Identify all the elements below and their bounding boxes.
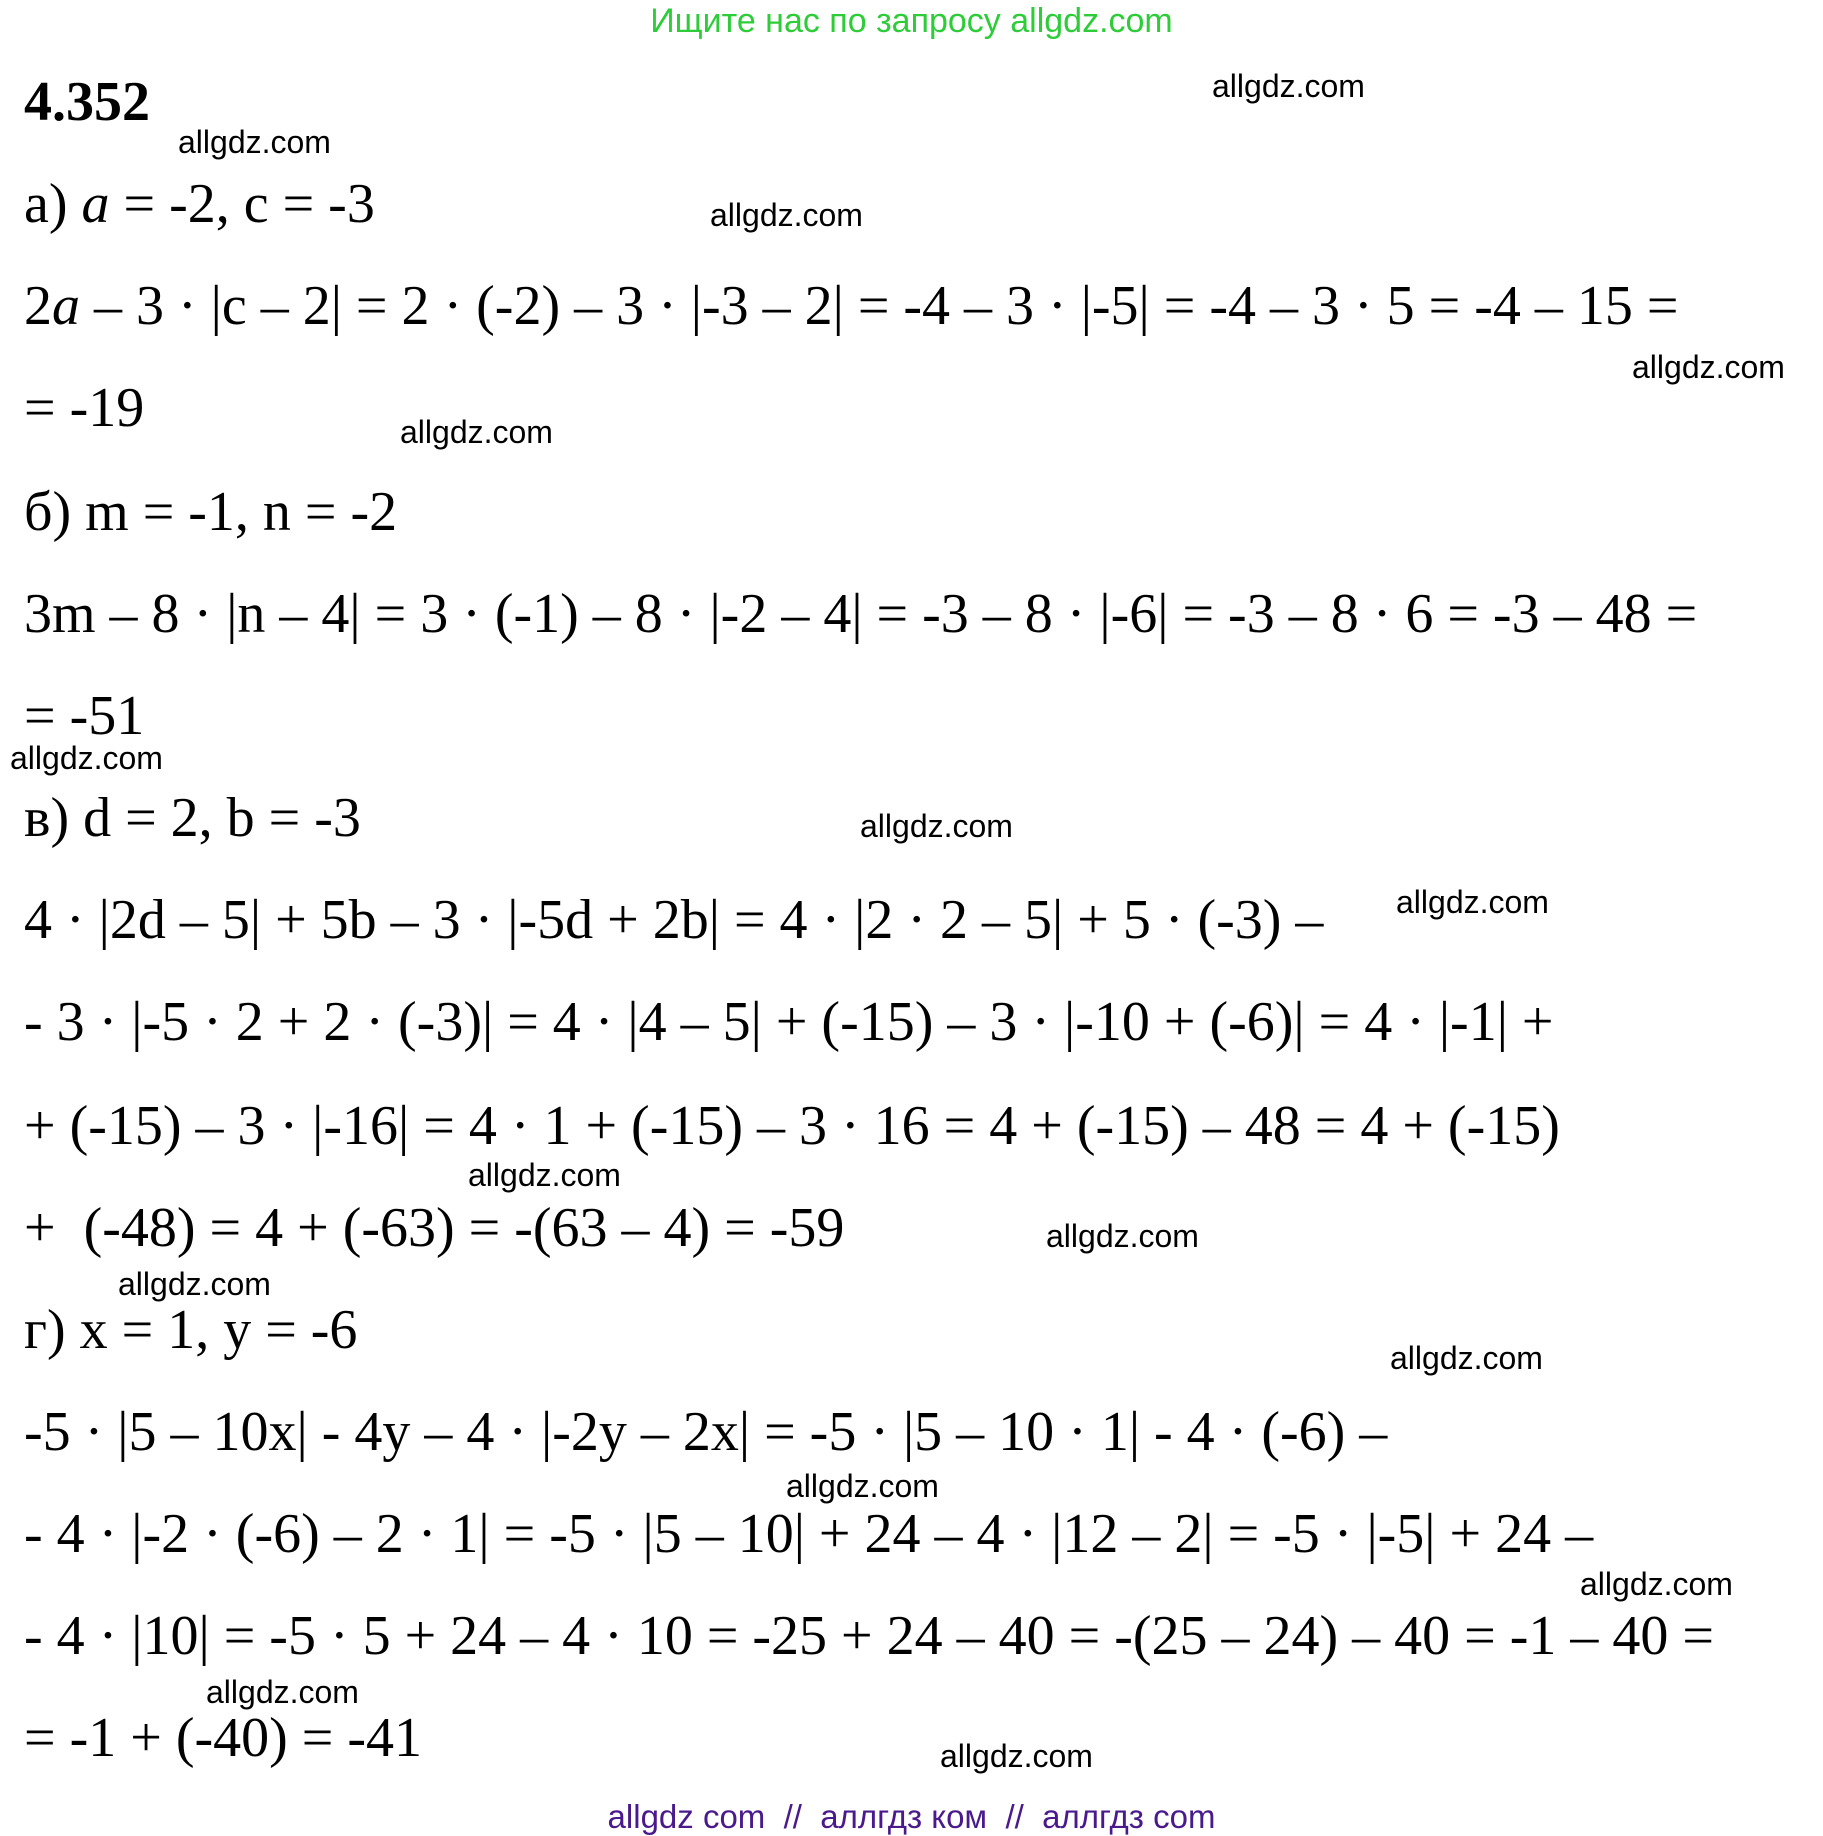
footer-banner: allgdz com // аллгдз ком // аллгдз com — [607, 1798, 1216, 1835]
watermark: allgdz.com — [1390, 1340, 1543, 1376]
part-a-coef: 2 — [24, 275, 52, 337]
watermark: allgdz.com — [178, 124, 331, 160]
watermark: allgdz.com — [1632, 349, 1785, 385]
watermark: allgdz.com — [1580, 1566, 1733, 1602]
part-g-given: г) x = 1, y = -6 — [24, 1299, 358, 1361]
header-banner: Ищите нас по запросу allgdz.com — [650, 2, 1173, 40]
part-b-given: б) m = -1, n = -2 — [24, 481, 398, 543]
part-g-line-2: - 4 · |-2 · (-6) – 2 · 1| = -5 · |5 – 10| + 24 – 4 · |12 – 2| = -5 · |-5| + 24 – — [24, 1503, 1594, 1565]
watermark: allgdz.com — [10, 740, 163, 776]
part-a-label: а) — [24, 173, 82, 235]
watermark: allgdz.com — [1212, 68, 1365, 104]
part-b-line-2: = -51 — [24, 685, 145, 747]
watermark: allgdz.com — [710, 197, 863, 233]
part-v-line-3: + (-15) – 3 · |-16| = 4 · 1 + (-15) – 3 · 16 = 4 + (-15) – 48 = 4 + (-15) — [24, 1095, 1560, 1157]
part-a-line-1 — [24, 275, 1679, 337]
part-g-line-1: -5 · |5 – 10x| - 4y – 4 · |-2y – 2x| = -5 · |5 – 10 · 1| - 4 · (-6) – — [24, 1401, 1388, 1463]
part-v-line-1: 4 · |2d – 5| + 5b – 3 · |-5d + 2b| = 4 · |2 · 2 – 5| + 5 · (-3) – — [24, 889, 1324, 951]
part-a-given — [24, 173, 375, 235]
part-v-line-2: - 3 · |-5 · 2 + 2 · (-3)| = 4 · |4 – 5| + (-15) – 3 · |-10 + (-6)| = 4 · |-1| + — [24, 991, 1554, 1053]
part-g-line-4: = -1 + (-40) = -41 — [24, 1707, 422, 1769]
watermark: allgdz.com — [860, 808, 1013, 844]
watermark: allgdz.com — [940, 1738, 1093, 1774]
problem-number: 4.352 — [24, 71, 150, 133]
part-v-line-4: + (-48) = 4 + (-63) = -(63 – 4) = -59 — [24, 1197, 845, 1259]
part-a-line-1-rest: – 3 · |c – 2| = 2 · (-2) – 3 · |-3 – 2| = -4 – 3 · |-5| = -4 – 3 · 5 = -4 – 15 = — [80, 275, 1679, 337]
watermark: allgdz.com — [1396, 884, 1549, 920]
watermark: allgdz.com — [468, 1157, 621, 1193]
variable-a: a — [52, 275, 80, 337]
part-v-given: в) d = 2, b = -3 — [24, 787, 361, 849]
part-a-line-2: = -19 — [24, 377, 145, 439]
watermark: allgdz.com — [206, 1674, 359, 1710]
watermark: allgdz.com — [1046, 1218, 1199, 1254]
watermark: allgdz.com — [786, 1468, 939, 1504]
part-a-given-rest: = -2, c = -3 — [109, 173, 375, 235]
watermark: allgdz.com — [400, 414, 553, 450]
part-b-line-1: 3m – 8 · |n – 4| = 3 · (-1) – 8 · |-2 – 4| = -3 – 8 · |-6| = -3 – 8 · 6 = -3 – 48 = — [24, 583, 1698, 645]
part-g-line-3: - 4 · |10| = -5 · 5 + 24 – 4 · 10 = -25 + 24 – 40 = -(25 – 24) – 40 = -1 – 40 = — [24, 1605, 1714, 1667]
variable-a: a — [81, 173, 110, 235]
watermark: allgdz.com — [118, 1266, 271, 1302]
